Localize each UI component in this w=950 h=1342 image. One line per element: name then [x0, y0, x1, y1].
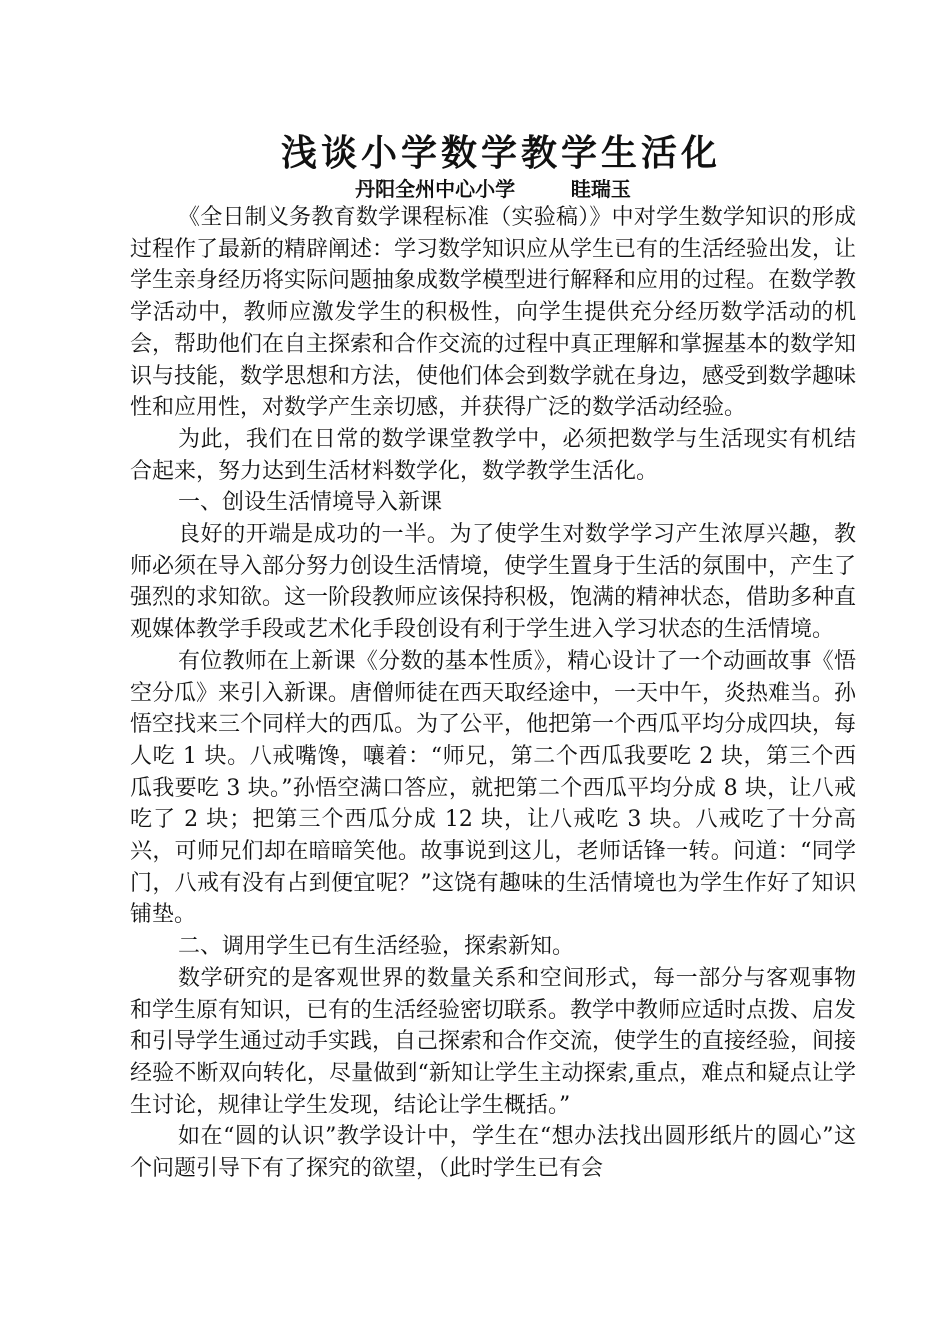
document-body [130, 202, 856, 1185]
paragraph: 数学研究的是客观世界的数量关系和空间形式，每一部分与客观事物和学生原有知识，已有的生活经验密切联系。教学中教师应适时点拨、启发和引导学生通过动手实践，自己探索和合作交流，使学生的直接经验，间接经验不断双向转化，尽量做到“新知让学生主动探索,重点，难点和疑点让学生讨论，规律让学生发现，结论让学生概括。” [130, 965, 857, 1118]
paragraph: 有位教师在上新课《分数的基本性质》，精心设计了一个动画故事《悟空分瓜》来引入新课。唐僧师徒在西天取经途中，一天中午，炎热难当。孙悟空找来三个同样大的西瓜。为了公平，他把第一个西瓜平均分成四块，每人吃 1 块。八戒嘴馋，嚷着：“师兄，第二个西瓜我要吃 2 块，第三个西瓜我要吃 3 块。”孙悟空满口答应，就把第二个西瓜平均分成 8 块，让八戒吃了 2 块；把第三个西瓜分成 12 块，让八戒吃 3 块。八戒吃了十分高兴，可师兄们却在暗暗笑他。故事说到这儿，老师话锋一转。问道：“同学门，八戒有没有占到便宜呢？”这饶有趣味的生活情境也为学生作好了知识铺垫。 [130, 648, 857, 928]
paragraph: 如在“圆的认识”教学设计中，学生在“想办法找出圆形纸片的圆心”这个问题引导下有了探究的欲望，（此时学生已有会 [130, 1124, 856, 1182]
paragraph: 为此，我们在日常的数学课堂教学中，必须把数学与生活现实有机结合起来，努力达到生活材料数学化，数学教学生活化。 [130, 426, 856, 484]
section-heading: 一、创设生活情境导入新课 [178, 490, 443, 516]
paragraph: 《全日制义务教育数学课程标准（实验稿）》中对学生数学知识的形成过程作了最新的精辟阐述：学习数学知识应从学生已有的生活经验出发，让学生亲身经历将实际问题抽象成数学模型进行解释和应用的过程。在数学教学活动中，教师应激发学生的积极性，向学生提供充分经历数学活动的机会，帮助他们在自主探索和合作交流的过程中真正理解和掌握基本的数学知识与技能，数学思想和方法，使他们体会到数学就在身边，感受到数学趣味性和应用性，对数学产生亲切感，并获得广泛的数学活动经验。 [130, 205, 857, 421]
document-title: 浅谈小学数学教学生活化 [280, 132, 721, 174]
paragraph: 良好的开端是成功的一半。为了使学生对数学学习产生浓厚兴趣，教师必须在导入部分努力创设生活情境，使学生置身于生活的氛围中，产生了强烈的求知欲。这一阶段教师应该保持积极，饱满的精神状态，借助多种直观媒体教学手段或艺术化手段创设有利于学生进入学习状态的生活情境。 [130, 522, 857, 643]
author-byline: 丹阳全州中心小学 眭瑞玉 [355, 177, 631, 201]
document-page [130, 130, 856, 1185]
section-heading: 二、调用学生已有生活经验，探索新知。 [178, 934, 575, 960]
